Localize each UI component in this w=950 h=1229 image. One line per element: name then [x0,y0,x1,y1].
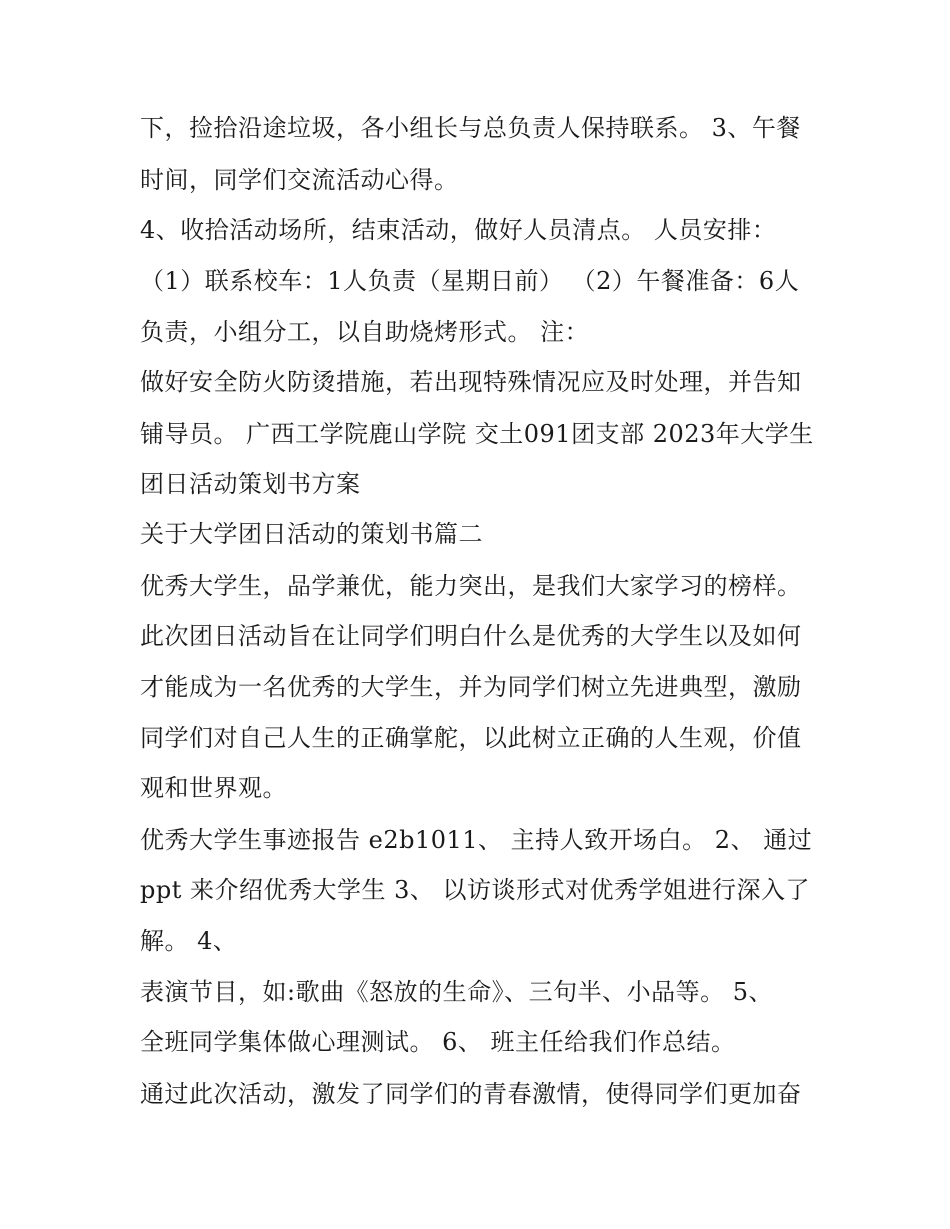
text-line: 下，捡拾沿途垃圾，各小组长与总负责人保持联系。 3、午餐 [140,114,801,142]
text-line: 通过此次活动，激发了同学们的青春激情，使得同学们更加奋 [140,1080,802,1108]
text-line: 此次团日活动旨在让同学们明白什么是优秀的大学生以及如何 [140,622,802,650]
text-line: 负责，小组分工，以自助烧烤形式。 注： [140,318,590,346]
text-line: 才能成为一名优秀的大学生，并为同学们树立先进典型，激励 [140,673,802,701]
text-line: 4、收拾活动场所，结束活动，做好人员清点。 人员安排： [140,216,777,244]
text-line: 全班同学集体做心理测试。 6、 班主任给我们作总结。 [140,1028,736,1056]
text-line: 观和世界观。 [140,774,287,802]
text-line: 团日活动策划书方案 [140,470,361,498]
text-line: 时间，同学们交流活动心得。 [140,166,459,194]
text-line: 同学们对自己人生的正确掌舵，以此树立正确的人生观，价值 [140,724,802,752]
text-line: ppt 来介绍优秀大学生 3、 以访谈形式对优秀学姐进行深入了 [140,876,811,904]
section-heading: 关于大学团日活动的策划书篇二 [140,520,483,548]
text-line: 优秀大学生事迹报告 e2b1011、 主持人致开场白。 2、 通过 [140,826,813,854]
text-line: （1）联系校车：1人负责（星期日前） （2）午餐准备：6人 [140,267,800,295]
text-line: 解。 4、 [140,927,238,955]
text-line: 做好安全防火防烫措施，若出现特殊情况应及时处理，并告知 [140,368,802,396]
text-line: 优秀大学生，品学兼优，能力突出，是我们大家学习的榜样。 [140,572,802,600]
text-line: 表演节目，如:歌曲《怒放的生命》、三句半、小品等。 5、 [140,978,773,1006]
text-line: 铺导员。 广西工学院鹿山学院 交土091团支部 2023年大学生 [140,420,814,448]
